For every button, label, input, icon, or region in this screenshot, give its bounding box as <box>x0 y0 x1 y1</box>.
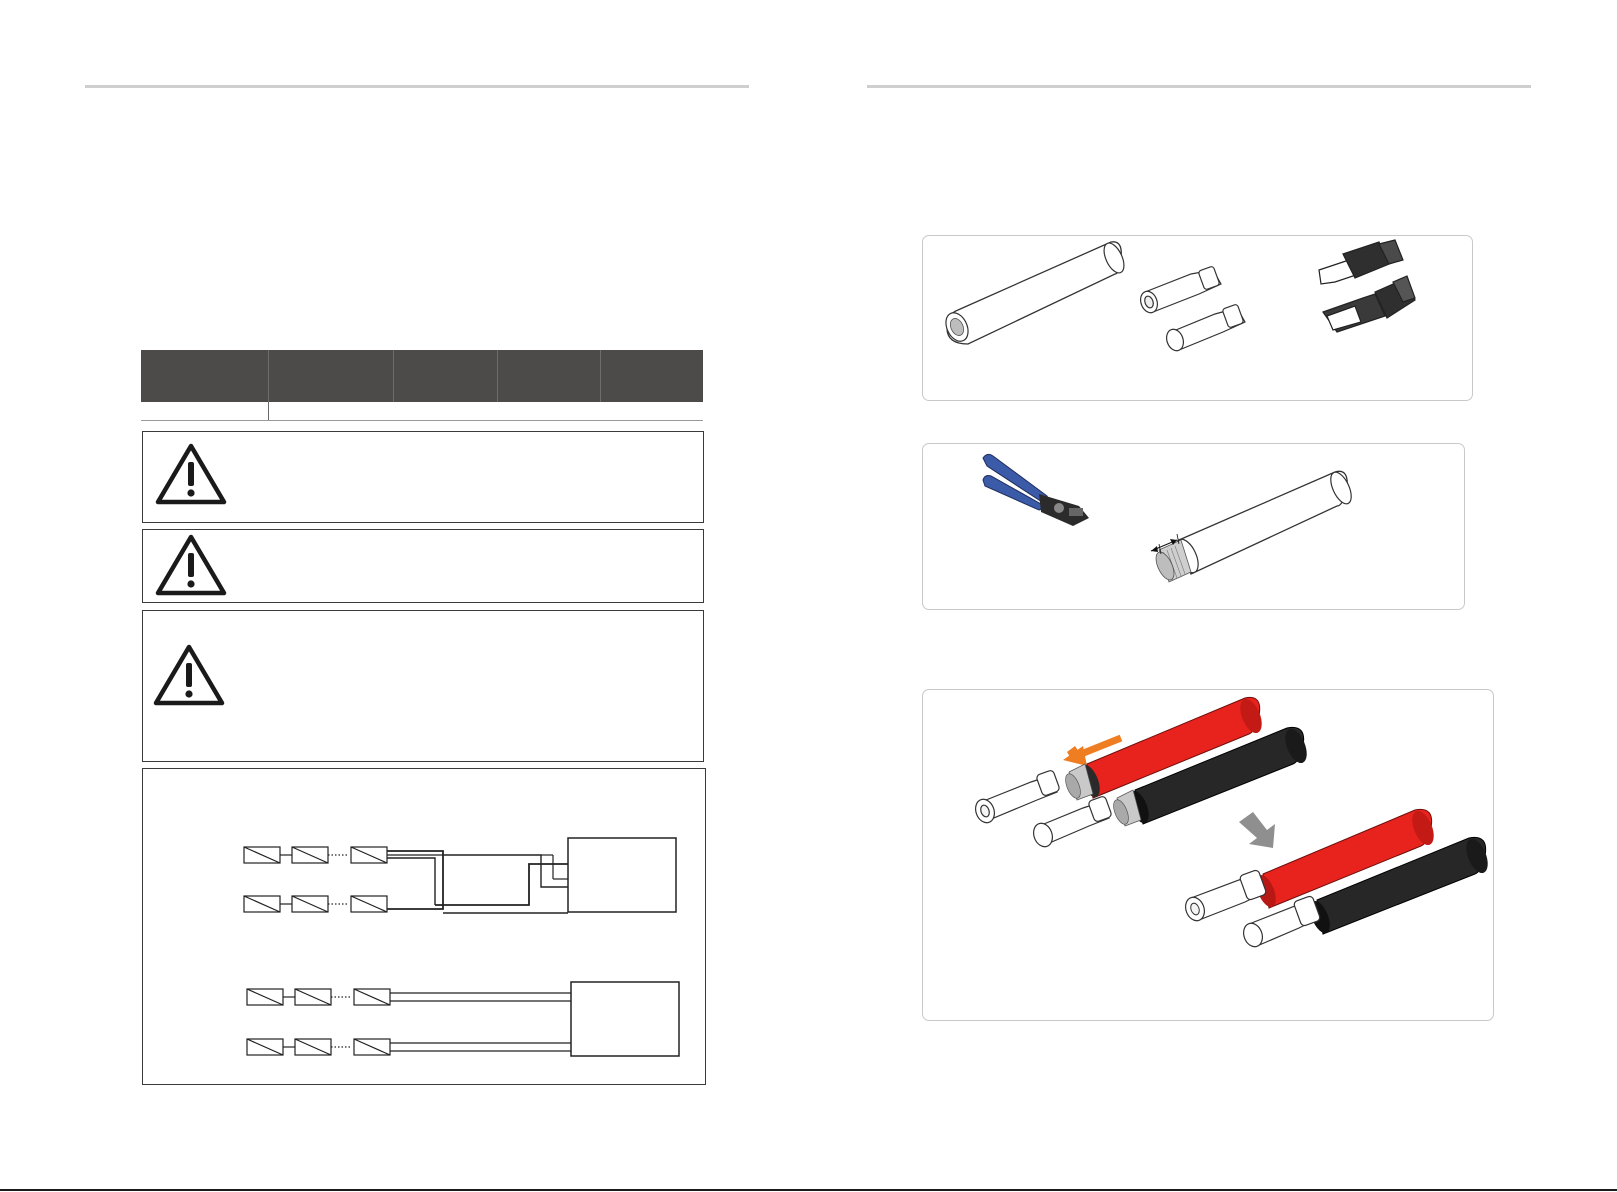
string-wiring-diagram <box>143 769 705 1084</box>
mc4-connectors-icon <box>1319 240 1415 332</box>
spec-table-row <box>141 402 703 421</box>
connector-parts-panel <box>922 235 1473 401</box>
right-header-rule <box>867 85 1531 88</box>
spec-table-header <box>141 350 703 402</box>
crimping-tool-icon <box>983 454 1089 526</box>
warning-triangle-icon <box>153 643 225 707</box>
warning-triangle-icon <box>155 442 227 506</box>
wiring-diagram-box <box>142 768 706 1085</box>
warning-box-3 <box>142 610 704 762</box>
footer-rule <box>0 1189 1617 1191</box>
crimped-cables-icon <box>1182 808 1492 949</box>
crimp-contact-pins-icon <box>1138 266 1245 353</box>
down-arrow-icon <box>1239 812 1275 848</box>
warning-box-1 <box>142 431 704 523</box>
stripped-cable-icon <box>1151 469 1355 582</box>
left-header-rule <box>85 85 749 88</box>
warning-triangle-icon <box>155 533 227 597</box>
dc-cable-icon <box>942 240 1128 345</box>
warning-box-2 <box>142 529 704 603</box>
assembly-panel <box>922 689 1494 1021</box>
tools-panel <box>922 443 1465 610</box>
